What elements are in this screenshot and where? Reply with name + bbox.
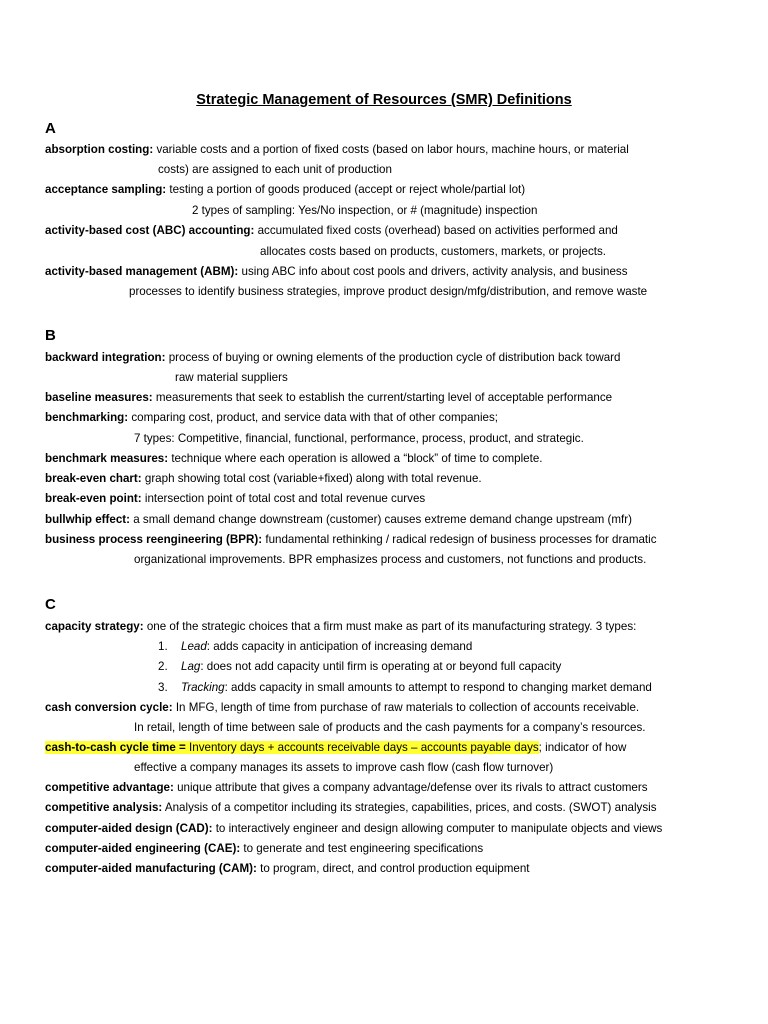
definition-text: variable costs and a portion of fixed costs (based on labor hours, machine hours, or material	[153, 143, 629, 156]
definition-continuation: In retail, length of time between sale of products and the cash payments for a company’s resources.	[134, 721, 646, 734]
definition-text: to generate and test engineering specifications	[240, 842, 484, 855]
definition-continuation: raw material suppliers	[175, 371, 288, 384]
list-text: : adds capacity in small amounts to attempt to respond to changing market demand	[224, 681, 652, 694]
definition-continuation: organizational improvements. BPR emphasizes process and customers, not functions and products.	[134, 553, 647, 566]
term: cash conversion cycle:	[45, 701, 173, 714]
definition-text: technique where each operation is allowed a “block” of time to complete.	[168, 452, 543, 465]
definition-text: ; indicator of how	[538, 741, 627, 754]
term: break-even point:	[45, 492, 142, 505]
definition-text: using ABC info about cost pools and drivers, activity analysis, and business	[238, 265, 628, 278]
definition-text: accumulated fixed costs (overhead) based on activities performed and	[254, 224, 618, 237]
definition-competitive-advantage	[45, 781, 648, 795]
list-number: 2.	[158, 660, 168, 673]
definition-continuation: effective a company manages its assets to improve cash flow (cash flow turnover)	[134, 761, 554, 774]
definition-break-even-point	[45, 492, 425, 506]
definition-cash-conversion-cycle	[45, 701, 639, 715]
term: computer-aided design (CAD):	[45, 822, 213, 835]
definition-continuation: 7 types: Competitive, financial, functional, performance, process, product, and strategic.	[134, 432, 584, 445]
definition-abc-accounting	[45, 224, 618, 238]
definition-capacity-strategy	[45, 620, 636, 634]
term: activity-based management (ABM):	[45, 265, 239, 278]
definition-continuation: allocates costs based on products, customers, markets, or projects.	[260, 245, 607, 258]
list-item-lead	[158, 640, 472, 654]
list-term: Tracking	[181, 681, 225, 694]
definition-text: process of buying or owning elements of the production cycle of distribution back toward	[165, 351, 621, 364]
term: business process reengineering (BPR):	[45, 533, 263, 546]
definition-text: intersection point of total cost and total revenue curves	[141, 492, 426, 505]
definition-text: measurements that seek to establish the current/starting level of acceptable performance	[152, 391, 613, 404]
term: competitive analysis:	[45, 801, 163, 814]
term: capacity strategy:	[45, 620, 144, 633]
list-item-tracking	[158, 681, 652, 695]
definition-baseline-measures	[45, 391, 612, 405]
definition-abm	[45, 265, 628, 279]
definition-continuation: 2 types of sampling: Yes/No inspection, or # (magnitude) inspection	[192, 204, 538, 217]
definition-text: one of the strategic choices that a firm must make as part of its manufacturing strategy. 3 types:	[143, 620, 637, 633]
definition-competitive-analysis	[45, 801, 657, 815]
list-term: Lag	[181, 660, 201, 673]
term-highlighted: cash-to-cash cycle time =	[45, 741, 186, 754]
definition-text: In MFG, length of time from purchase of raw materials to collection of accounts receivable.	[172, 701, 640, 714]
definition-cae	[45, 842, 483, 856]
term: benchmark measures:	[45, 452, 169, 465]
section-heading-a: A	[45, 120, 56, 137]
document-title: Strategic Management of Resources (SMR) Definitions	[196, 92, 572, 108]
term: computer-aided manufacturing (CAM):	[45, 862, 257, 875]
list-item-lag	[158, 660, 561, 674]
list-number: 3.	[158, 681, 168, 694]
highlighted-text: Inventory days + accounts receivable days – accounts payable days	[185, 741, 539, 754]
list-term: Lead	[181, 640, 207, 653]
definition-cash-to-cash-cycle-time	[45, 741, 626, 755]
definition-acceptance-sampling	[45, 183, 525, 197]
definition-benchmarking	[45, 411, 498, 425]
definition-text: unique attribute that gives a company advantage/defense over its rivals to attract customers	[173, 781, 648, 794]
definition-text: comparing cost, product, and service data with that of other companies;	[128, 411, 499, 424]
definition-backward-integration	[45, 351, 620, 365]
list-number: 1.	[158, 640, 168, 653]
term: acceptance sampling:	[45, 183, 167, 196]
definition-text: testing a portion of goods produced (accept or reject whole/partial lot)	[166, 183, 526, 196]
definition-cad	[45, 822, 662, 836]
definition-text: graph showing total cost (variable+fixed) along with total revenue.	[141, 472, 482, 485]
term: competitive advantage:	[45, 781, 174, 794]
definition-continuation: processes to identify business strategies, improve product design/mfg/distribution, and remove waste	[129, 285, 648, 298]
definition-bullwhip-effect	[45, 513, 632, 527]
definition-benchmark-measures	[45, 452, 543, 466]
definition-text: Analysis of a competitor including its strategies, capabilities, prices, and costs. (SWOT) analysis	[162, 801, 657, 814]
term: activity-based cost (ABC) accounting:	[45, 224, 255, 237]
term: baseline measures:	[45, 391, 153, 404]
definition-cam	[45, 862, 530, 876]
term: bullwhip effect:	[45, 513, 131, 526]
term: break-even chart:	[45, 472, 142, 485]
list-text: : adds capacity in anticipation of increasing demand	[206, 640, 473, 653]
definition-text: to interactively engineer and design allowing computer to manipulate objects and views	[212, 822, 663, 835]
term: backward integration:	[45, 351, 166, 364]
term: benchmarking:	[45, 411, 129, 424]
definition-text: fundamental rethinking / radical redesign of business processes for dramatic	[262, 533, 657, 546]
section-heading-c: C	[45, 596, 56, 613]
definition-text: to program, direct, and control production equipment	[256, 862, 530, 875]
definition-break-even-chart	[45, 472, 482, 486]
definition-continuation: costs) are assigned to each unit of production	[158, 163, 392, 176]
term: computer-aided engineering (CAE):	[45, 842, 241, 855]
term: absorption costing:	[45, 143, 154, 156]
list-text: : does not add capacity until firm is operating at or beyond full capacity	[200, 660, 562, 673]
definition-bpr	[45, 533, 657, 547]
definition-text: a small demand change downstream (customer) causes extreme demand change upstream (mfr)	[130, 513, 633, 526]
section-heading-b: B	[45, 327, 56, 344]
definition-absorption-costing	[45, 143, 629, 157]
